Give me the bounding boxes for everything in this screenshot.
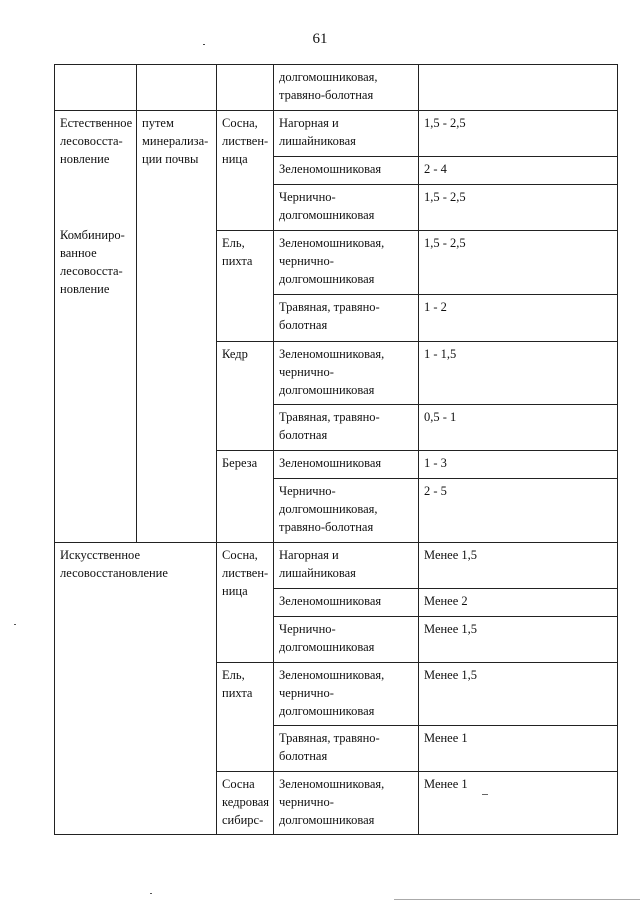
breed-cell: Кедр (217, 342, 274, 451)
method-combined: Комбиниро- ванное лесовосста- новление (60, 228, 125, 296)
value-cell: Менее 2 (419, 589, 618, 617)
value-cell: 1,5 - 2,5 (419, 111, 618, 157)
scan-speck (203, 44, 205, 45)
forest-type-cell: Нагорная и лишайниковая (274, 543, 419, 589)
breed-cell: Ель, пихта (217, 231, 274, 342)
value-cell: 1 - 3 (419, 451, 618, 479)
forest-type-cell: долгомошниковая, травяно-болотная (274, 65, 419, 111)
scan-speck (14, 624, 16, 625)
forest-type-cell: Зеленомошниковая (274, 157, 419, 185)
forest-type-cell: Зеленомошниковая (274, 451, 419, 479)
forest-type-cell: Зеленомошниковая, чернично- долгомошниковая (274, 342, 419, 405)
reforestation-table (54, 64, 618, 835)
forest-type-cell: Зеленомошниковая, чернично- долгомошниковая (274, 772, 419, 835)
forest-type-cell: Чернично- долгомошниковая (274, 185, 419, 231)
table-row (55, 111, 618, 157)
table-row (55, 65, 618, 111)
breed-cell: Ель, пихта (217, 663, 274, 772)
forest-type-cell: Зеленомошниковая (274, 589, 419, 617)
page-number: 61 (312, 31, 328, 47)
value-cell: Менее 1,5 (419, 617, 618, 663)
table-cell (217, 65, 274, 111)
table-cell (137, 65, 217, 111)
forest-type-cell: Чернично- долгомошниковая, травяно-болотная (274, 479, 419, 543)
breed-cell: Сосна кедровая сибирс- (217, 772, 274, 835)
scan-edge-line (394, 899, 640, 900)
value-cell: Менее 1,5 (419, 543, 618, 589)
table-row (55, 543, 618, 589)
value-cell: 1,5 - 2,5 (419, 231, 618, 295)
value-cell: Менее 1 (419, 726, 618, 772)
forest-type-cell: Нагорная и лишайниковая (274, 111, 419, 157)
spacer (60, 168, 133, 226)
breed-cell: Сосна, листвен- ница (217, 543, 274, 663)
value-cell: Менее 1 (419, 772, 618, 835)
value-cell: 1,5 - 2,5 (419, 185, 618, 231)
value-cell: 1 - 1,5 (419, 342, 618, 405)
table-cell (55, 65, 137, 111)
value-cell: 1 - 2 (419, 295, 618, 342)
breed-cell: Сосна, листвен- ница (217, 111, 274, 231)
forest-type-cell: Травяная, травяно- болотная (274, 726, 419, 772)
forest-type-cell: Травяная, травяно- болотная (274, 295, 419, 342)
method-cell (55, 111, 137, 543)
value-cell: 0,5 - 1 (419, 405, 618, 451)
value-cell: 2 - 5 (419, 479, 618, 543)
breed-cell: Береза (217, 451, 274, 543)
method-natural: Естественное лесовосста- новление (60, 116, 133, 166)
forest-type-cell: Зеленомошниковая, чернично- долгомошниковая (274, 663, 419, 726)
forest-type-cell: Травяная, травяно- болотная (274, 405, 419, 451)
forest-type-cell: Зеленомошниковая, чернично- долгомошниковая (274, 231, 419, 295)
method-cell: Искусственное лесовосстановление (55, 543, 217, 835)
way-cell: путем минерализа- ции почвы (137, 111, 217, 543)
value-cell: Менее 1,5 (419, 663, 618, 726)
scan-speck (150, 893, 152, 894)
forest-type-cell: Чернично- долгомошниковая (274, 617, 419, 663)
value-cell: 2 - 4 (419, 157, 618, 185)
table-cell (419, 65, 618, 111)
